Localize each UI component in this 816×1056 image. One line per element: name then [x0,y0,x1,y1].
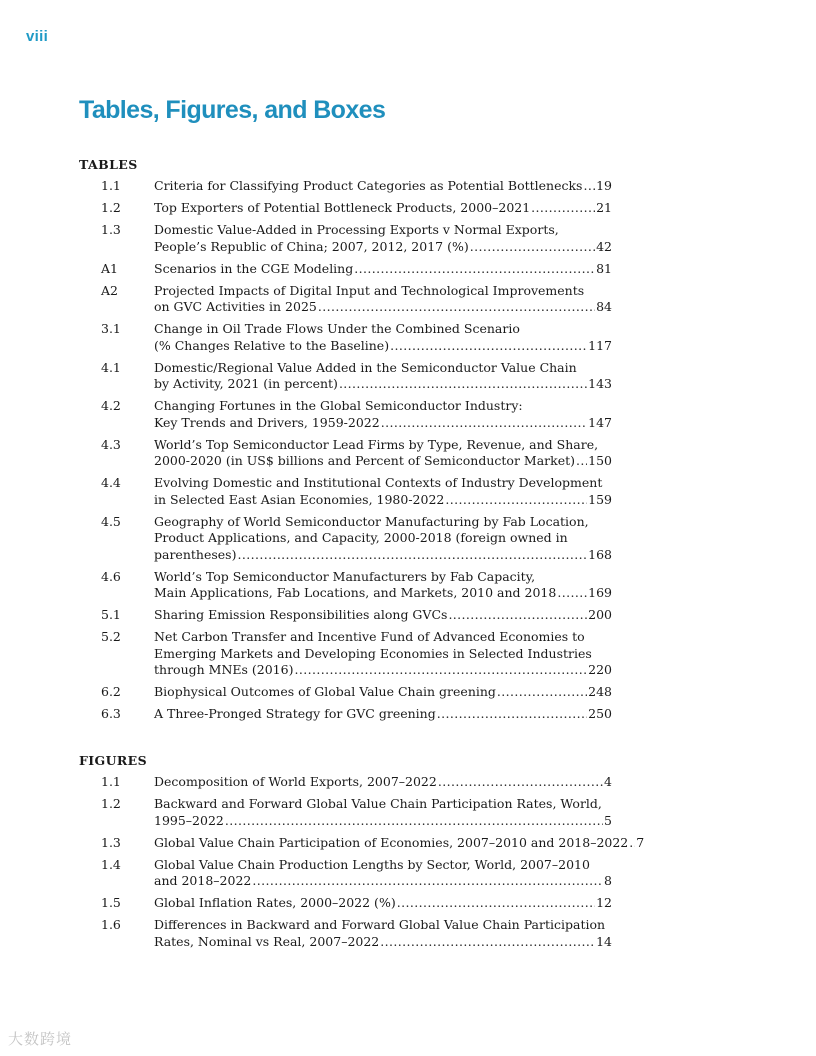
entry-title-line: 2000-2020 (in US$ billions and Percent of Semiconductor Market) [154,453,576,468]
entry-title [154,200,612,217]
dot-leader [448,607,587,624]
dot-leader [576,453,587,470]
entry-title-line: Criteria for Classifying Product Categories as Potential Bottlenecks [154,178,583,193]
entry-number: 4.3 [101,436,121,452]
dot-leader [237,547,587,564]
entry-title-line: Emerging Markets and Developing Economies in Selected Industries [154,645,592,661]
entry-page-number[interactable]: 42 [596,238,612,254]
entry-title-line: A Three-Pronged Strategy for GVC greening [154,706,436,721]
entry-title-line: Main Applications, Fab Locations, and Markets, 2010 and 2018 [154,585,557,600]
dot-leader [381,415,587,432]
toc-entry[interactable] [79,178,612,195]
toc-entry[interactable] [79,684,612,701]
entry-title [154,857,612,890]
entry-number: A1 [101,260,118,276]
dot-leader [437,706,587,723]
toc-entry[interactable] [79,774,612,791]
toc-entry[interactable] [79,895,612,912]
dot-leader [318,299,595,316]
entry-page-number[interactable]: 19 [596,178,612,193]
entry-page-number[interactable]: 169 [588,585,612,600]
toc-entry[interactable] [79,706,612,723]
figures-heading: FIGURES [79,753,148,768]
entry-title-line: Top Exporters of Potential Bottleneck Products, 2000–2021 [154,200,531,215]
entry-page-number[interactable]: 200 [588,607,612,622]
entry-title-line: Projected Impacts of Digital Input and Technological Improvements [154,282,585,298]
entry-page-number[interactable]: 5 [604,812,612,828]
entry-title-line: World’s Top Semiconductor Manufacturers by Fab Capacity, [154,568,536,584]
entry-title-line: Change in Oil Trade Flows Under the Combined Scenario [154,321,520,336]
entry-title-line: (% Changes Relative to the Baseline) [154,337,390,353]
entry-title [154,774,612,791]
entry-title [154,178,612,195]
toc-entry[interactable] [79,437,612,470]
entry-page-number[interactable]: 150 [588,453,612,468]
entry-number: 1.6 [101,917,121,932]
entry-title-line: Backward and Forward Global Value Chain Participation Rates, World, [154,796,602,811]
entry-page-number[interactable]: 248 [588,684,612,699]
entry-title [154,222,612,255]
entry-page-number[interactable]: 220 [588,662,612,677]
entry-page-number[interactable]: 143 [588,376,612,391]
entry-number: 1.3 [101,834,121,850]
entry-title [154,796,612,829]
entry-page-number[interactable]: 7 [636,834,645,850]
dot-leader [497,684,587,701]
toc-entry[interactable] [79,514,612,564]
entry-title-line: Global Inflation Rates, 2000–2022 (%) [154,895,396,910]
dot-leader [380,934,595,951]
entry-title [154,514,612,564]
entry-title [154,283,612,316]
entry-title-line: by Activity, 2021 (in percent) [154,376,338,391]
entry-title-line: 1995–2022 [154,812,224,828]
entry-title-line: Decomposition of World Exports, 2007–2022 [154,774,437,789]
tables-section [79,157,612,728]
entry-title-line: in Selected East Asian Economies, 1980-2022 [154,491,445,507]
entry-number: 1.5 [101,895,121,910]
entry-title-line: People’s Republic of China; 2007, 2012, 2017 (%) [154,238,469,254]
entry-title-line: on GVC Activities in 2025 [154,299,317,314]
entry-page-number[interactable]: 21 [596,200,612,215]
toc-entry[interactable] [79,569,612,602]
toc-entry[interactable] [79,857,612,890]
entry-title [154,629,612,679]
dot-leader [339,376,587,393]
toc-entry[interactable] [79,629,612,679]
entry-number: 1.1 [101,178,121,193]
dot-leader [583,178,595,195]
entry-number: 4.6 [101,568,121,584]
figures-section [79,753,645,956]
dot-leader [294,662,587,679]
dot-leader [531,200,595,217]
entry-title-line: Domestic/Regional Value Added in the Semiconductor Value Chain [154,359,577,375]
entry-page-number[interactable]: 4 [604,774,612,789]
toc-entry[interactable] [79,475,612,508]
toc-entry[interactable] [79,834,645,852]
entry-title-line: World’s Top Semiconductor Lead Firms by Type, Revenue, and Share, [154,436,599,452]
entry-title-line: Scenarios in the CGE Modeling [154,260,354,276]
entry-title-line: Changing Fortunes in the Global Semiconductor Industry: [154,398,523,413]
toc-entry[interactable] [79,261,612,278]
page-number: viii [26,28,49,45]
toc-entry[interactable] [79,222,612,255]
entry-number: 1.1 [101,774,121,789]
entry-title [154,684,612,701]
entry-title [154,437,612,470]
entry-page-number[interactable]: 12 [596,895,612,910]
entry-title-line: Global Value Chain Production Lengths by Sector, World, 2007–2010 [154,856,590,872]
entry-page-number[interactable]: 159 [588,491,612,507]
entry-number: 6.2 [101,684,121,699]
entry-number: 4.1 [101,359,121,375]
entry-page-number[interactable]: 147 [588,414,612,430]
entry-title-line: Global Value Chain Participation of Economies, 2007–2010 and 2018–2022 [154,834,629,850]
entry-title-line: Geography of World Semiconductor Manufacturing by Fab Location, [154,513,589,529]
entry-title-line: Evolving Domestic and Institutional Contexts of Industry Development [154,475,603,490]
dot-leader [252,873,603,890]
entry-number: 4.2 [101,398,121,413]
entry-page-number[interactable]: 14 [596,933,612,949]
entry-number: 1.2 [101,200,121,215]
watermark-text: 大数跨境 [8,1031,73,1048]
toc-entry[interactable] [79,607,612,624]
entry-page-number[interactable]: 117 [588,337,612,353]
entry-number: 3.1 [101,321,121,336]
dot-leader [225,813,603,830]
entry-number: 4.4 [101,475,121,490]
entry-page-number[interactable]: 81 [596,260,612,276]
toc-entry[interactable] [79,283,612,316]
dot-leader [470,239,595,256]
entry-title-line: parentheses) [154,546,237,562]
entry-number: 1.4 [101,856,121,872]
entry-title [154,607,612,624]
entry-title [154,895,612,912]
entry-title-line: through MNEs (2016) [154,662,294,677]
entry-title [154,569,612,602]
toc-entry[interactable] [79,360,612,393]
entry-title [154,321,612,354]
entry-title [154,360,612,393]
dot-leader [354,261,595,278]
entry-page-number[interactable]: 250 [588,706,612,721]
dot-leader [390,338,587,355]
entry-page-number[interactable]: 168 [588,546,612,562]
entry-title [154,398,612,431]
entry-title-line: Sharing Emission Responsibilities along GVCs [154,607,448,622]
entry-number: 6.3 [101,706,121,721]
entry-title-line: Key Trends and Drivers, 1959-2022 [154,414,380,430]
dot-leader [629,835,635,852]
entry-title [154,475,612,508]
toc-entry[interactable] [79,398,612,431]
entry-title [154,917,612,950]
entry-number: 5.1 [101,607,121,622]
entry-title-line: Differences in Backward and Forward Global Value Chain Participation [154,917,606,932]
entry-title-line: Domestic Value-Added in Processing Exports v Normal Exports, [154,222,559,237]
entry-title [154,261,612,278]
entry-page-number[interactable]: 8 [604,873,612,888]
entry-number: 1.2 [101,796,121,811]
entry-title-line: Rates, Nominal vs Real, 2007–2022 [154,933,380,949]
page-title: Tables, Figures, and Boxes [79,96,386,124]
entry-title-line: Biophysical Outcomes of Global Value Chain greening [154,684,496,699]
entry-page-number[interactable]: 84 [596,299,612,314]
entry-title-line: and 2018–2022 [154,873,252,888]
entry-number: 4.5 [101,513,121,529]
entry-number: 1.3 [101,222,121,237]
toc-entry[interactable] [79,200,612,217]
entry-number: 5.2 [101,629,121,644]
dot-leader [397,895,595,912]
entry-number: A2 [101,282,118,298]
tables-heading: TABLES [79,157,138,172]
entry-title-line: Product Applications, and Capacity, 2000-2018 (foreign owned in [154,530,568,545]
dot-leader [557,585,587,602]
dot-leader [445,492,587,509]
toc-entry[interactable] [79,917,612,950]
entry-title-line: Net Carbon Transfer and Incentive Fund of Advanced Economies to [154,629,585,644]
entry-title [154,834,645,852]
entry-title [154,706,612,723]
toc-entry[interactable] [79,796,612,829]
dot-leader [438,774,603,791]
toc-entry[interactable] [79,321,612,354]
